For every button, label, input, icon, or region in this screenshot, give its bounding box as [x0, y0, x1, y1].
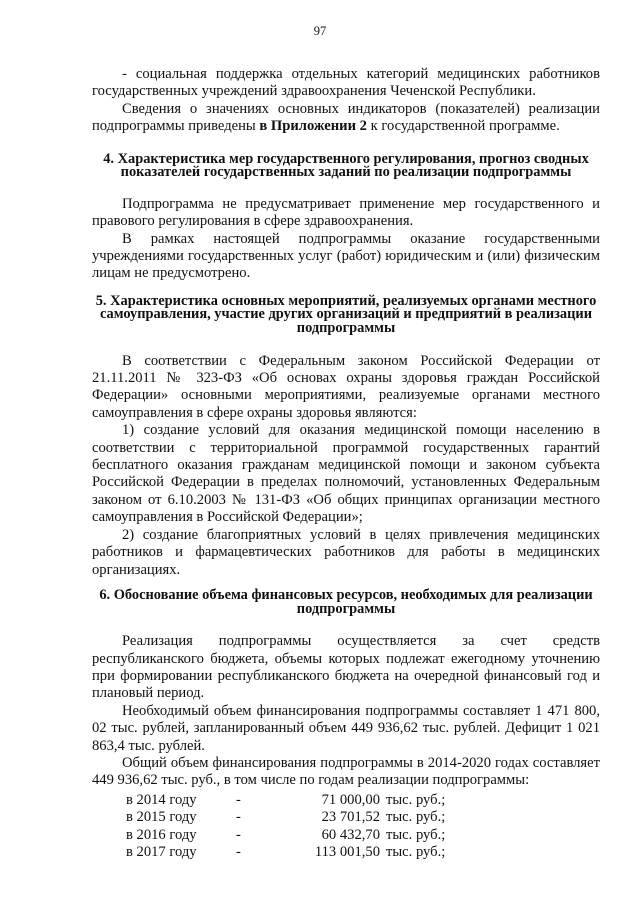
intro-list-item: - социальная поддержка отдельных категорий медицинских работников государственных учреждений здравоохранения Чеченской Республики. — [92, 66, 600, 100]
dash-separator: - — [236, 843, 241, 860]
year-label: в 2014 году — [126, 791, 197, 808]
intro-info-text-a: Сведения о значениях основных индикаторов (показателей) реализации подпрограммы приведены — [92, 100, 600, 135]
table-row — [126, 809, 466, 826]
section-5-heading: 5. Характеристика основных мероприятий, реализуемых органами местного самоуправления, участие других организаций и предприятий в реализации подпрограммы — [95, 292, 597, 337]
year-label: в 2017 году — [126, 843, 197, 860]
intro-info-appendix-ref: в Приложении 2 — [259, 118, 367, 135]
dash-separator: - — [236, 791, 241, 808]
intro-info-text-b: к государственной программе. — [366, 118, 560, 135]
section-4-heading: 4. Характеристика мер государственного регулирования, прогноз сводных показателей государственных заданий по реализации подпрограммы — [103, 150, 589, 181]
dash-separator: - — [236, 809, 241, 826]
section-4-paragraph-2: В рамках настоящей подпрограммы оказание государственными учреждениями государственных услуг (работ) юридическим и (или) физическим лицам не предусмотрено. — [92, 230, 600, 282]
section-5-paragraph-1: В соответствии с Федеральным законом Российской Федерации от 21.11.2011 № 323-ФЗ «Об основах охраны здоровья граждан Российской Федерации» основными мероприятиями, реализуемые органами местного самоуправления в сфере охраны здоровья являются: — [92, 352, 600, 421]
year-label: в 2016 году — [126, 826, 197, 843]
section-6-paragraph-3: Общий объем финансирования подпрограммы в 2014-2020 годах составляет 449 936,62 тыс. руб., в том числе по годам реализации подпрограммы: — [92, 754, 600, 789]
year-label: в 2015 году — [126, 809, 197, 826]
section-5-paragraph-3: 2) создание благоприятных условий в целях привлечения медицинских работников и фармацевтических работников для работы в медицинских организациях. — [92, 526, 600, 578]
dash-separator: - — [236, 826, 241, 843]
amount-unit: тыс. руб.; — [386, 843, 446, 860]
amount-value: 23 701,52 — [321, 809, 380, 826]
table-row — [126, 792, 466, 809]
amount-unit: тыс. руб.; — [386, 791, 446, 808]
amount-value: 113 001,50 — [314, 843, 380, 860]
amount-value: 60 432,70 — [321, 826, 380, 843]
intro-info-paragraph — [92, 101, 600, 136]
page-body — [92, 66, 600, 861]
table-row — [126, 827, 466, 844]
funding-by-year-table — [126, 792, 466, 862]
section-6-paragraph-1: Реализация подпрограммы осуществляется за счет средств республиканского бюджета, объемы которых подлежат ежегодному уточнению при формировании республиканского бюджета на очередной финансовый год и плановый период. — [92, 633, 600, 702]
amount-unit: тыс. руб.; — [386, 826, 446, 843]
table-row — [126, 844, 466, 861]
section-5-paragraph-2: 1) создание условий для оказания медицинской помощи населению в соответствии с территориальной программой государственных гарантий бесплатного оказания гражданам медицинской помощи и законом субъекта Российской Федерации в пределах полномочий, установленных Федеральным законом от 6.10.2003 № 131-ФЗ «Об общих принципах организации местного самоуправления в Российской Федерации»; — [92, 422, 600, 526]
section-6-paragraph-2: Необходимый объем финансирования подпрограммы составляет 1 471 800, 02 тыс. рублей, запланированный объем 449 936,62 тыс. рублей. Дефицит 1 021 863,4 тыс. рублей. — [92, 702, 600, 754]
page-number: 97 — [313, 24, 327, 38]
section-4-paragraph-1: Подпрограмма не предусматривает применение мер государственного и правового регулирования в сфере здравоохранения. — [92, 195, 600, 230]
amount-value: 71 000,00 — [321, 791, 380, 808]
section-6-heading: 6. Обоснование объема финансовых ресурсов, необходимых для реализации подпрограммы — [99, 586, 593, 617]
amount-unit: тыс. руб.; — [386, 809, 446, 826]
